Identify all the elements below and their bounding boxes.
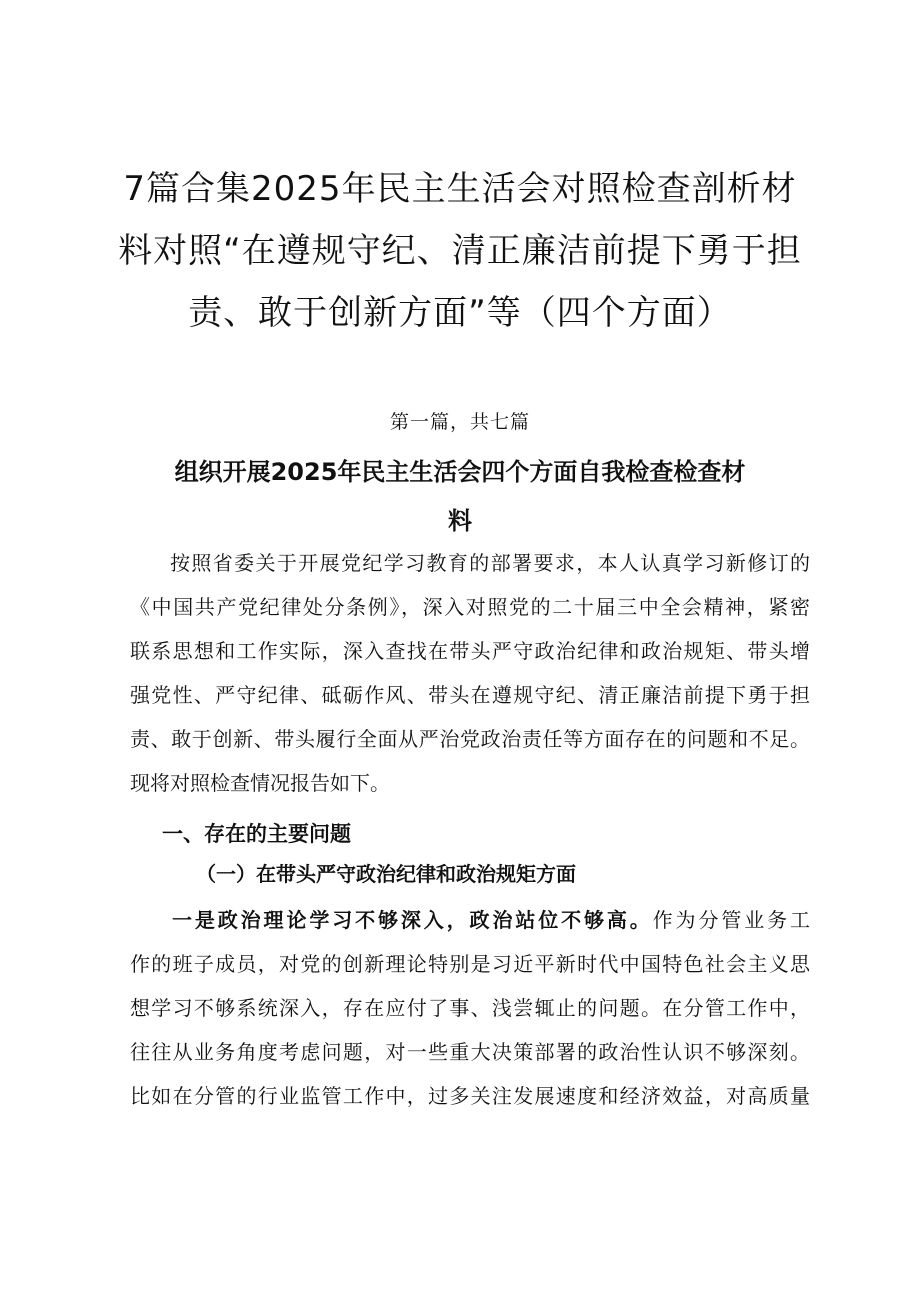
section-title-line-2: 料 <box>448 507 472 535</box>
part-label: 第一篇，共七篇 <box>389 411 530 433</box>
body-line-5: 比如在分管的行业监管工作中，过多关注发展速度和经济效益，对高质量 <box>130 1084 810 1108</box>
body-line-4: 往往从业务角度考虑问题，对一些重大决策部署的政治性认识不够深刻。 <box>130 1040 810 1064</box>
body-line-2: 作的班子成员，对党的创新理论特别是习近平新时代中国特色社会主义思 <box>130 952 810 976</box>
body-line-1 <box>172 898 810 942</box>
intro-line-4: 强党性、严守纪律、砥砺作风、带头在遵规守纪、清正廉洁前提下勇于担 <box>130 683 810 707</box>
body-lead-rest: 作为分管业务工 <box>652 908 811 932</box>
intro-line-6: 现将对照检查情况报告如下。 <box>130 771 390 795</box>
document-title-line-3: 责、敢于创新方面”等（四个方面） <box>188 293 732 333</box>
intro-line-5: 责、敢于创新、带头履行全面从严治党政治责任等方面存在的问题和不足。 <box>130 727 810 751</box>
body-lead-sentence: 一是政治理论学习不够深入，政治站位不够高。 <box>172 908 653 932</box>
subsection-heading: （一）在带头严守政治纪律和政治规矩方面 <box>196 862 576 886</box>
intro-line-3: 联系思想和工作实际，深入查找在带头严守政治纪律和政治规矩、带头增 <box>130 639 810 663</box>
intro-line-1: 按照省委关于开展党纪学习教育的部署要求，本人认真学习新修订的 <box>170 551 810 575</box>
document-title-line-1: 7篇合集2025年民主生活会对照检查剖析材 <box>123 169 797 209</box>
body-line-3: 想学习不够系统深入，存在应付了事、浅尝辄止的问题。在分管工作中， <box>130 996 810 1020</box>
document-title-line-2: 料对照“在遵规守纪、清正廉洁前提下勇于担 <box>118 231 802 271</box>
intro-line-2: 《中国共产党纪律处分条例》，深入对照党的二十届三中全会精神，紧密 <box>130 595 810 619</box>
section-heading: 一、存在的主要问题 <box>162 822 351 846</box>
section-title-line-1: 组织开展2025年民主生活会四个方面自我检查检查材 <box>174 458 746 486</box>
